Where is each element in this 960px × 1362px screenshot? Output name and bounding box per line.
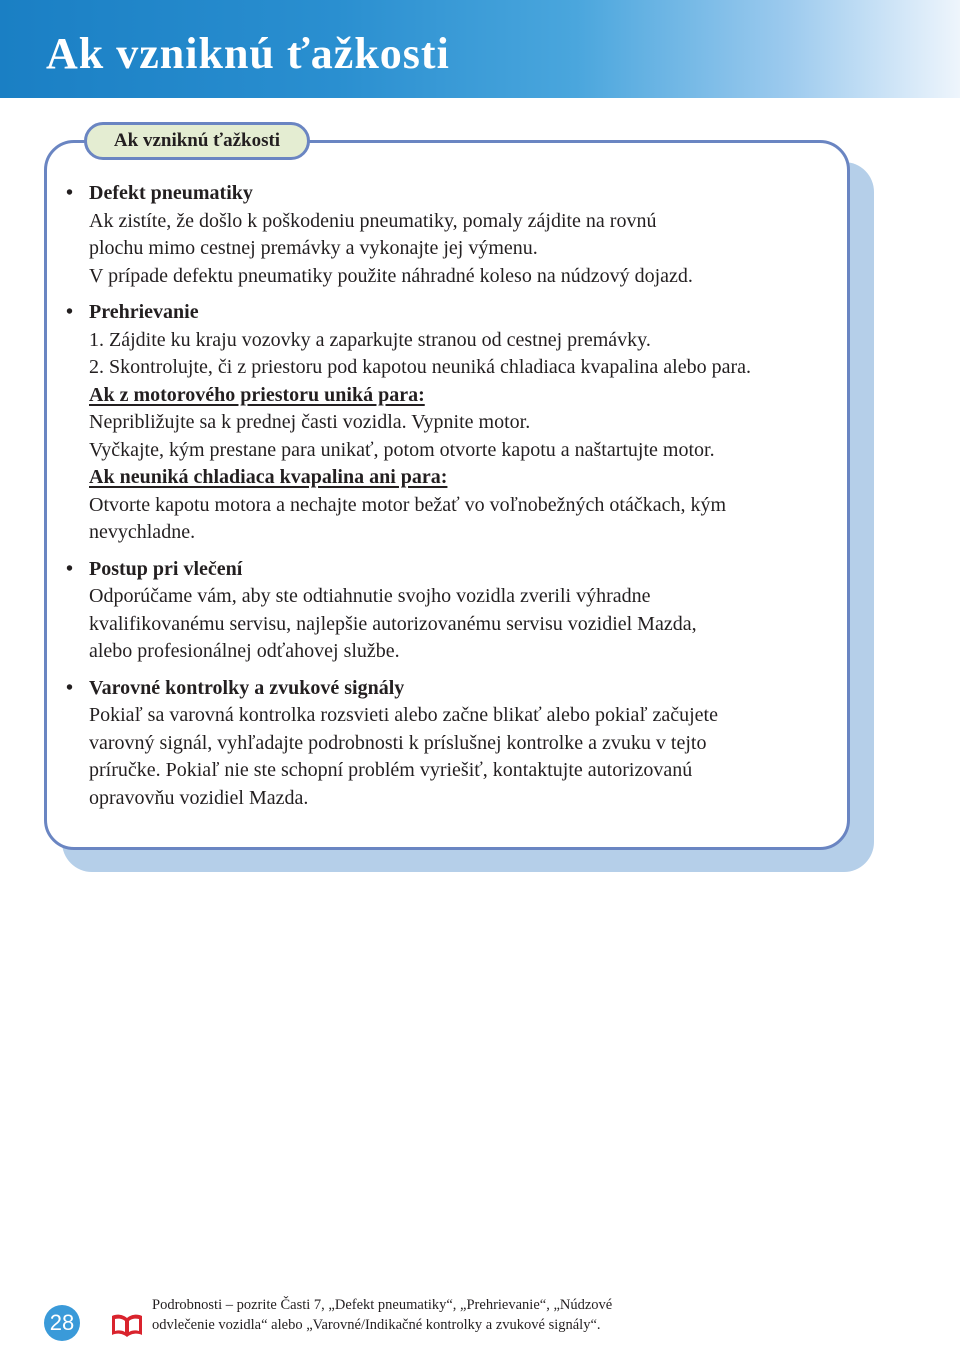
text-line: nevychladne. [89, 521, 196, 543]
page-number-badge: 28 [44, 1305, 80, 1341]
bullet: • [66, 557, 74, 580]
text-line: V prípade defektu pneumatiky použite náhradné koleso na núdzový dojazd. [89, 264, 693, 287]
bullet: • [66, 301, 74, 323]
header-band [0, 0, 960, 98]
bullet: • [66, 676, 74, 699]
section-flat-tire [64, 180, 844, 290]
info-box-content [64, 180, 844, 821]
case-heading: Ak neuniká chladiaca kvapalina ani para: [89, 466, 448, 488]
text-line: Pokiaľ sa varovná kontrolka rozsvieti alebo začne blikať alebo pokiaľ začujete [89, 704, 718, 726]
text-line: Otvorte kapotu motora a nechajte motor bežať vo voľnobežných otáčkach, kým [89, 493, 727, 516]
section-overheating [64, 299, 844, 547]
text-line: príručke. Pokiaľ nie ste schopní problém vyriešiť, kontaktujte autorizovanú [89, 759, 693, 781]
text-line: opravovňu vozidiel Mazda. [89, 786, 309, 809]
section-title: Prehrievanie [89, 301, 199, 323]
step-line: 1. Zájdite ku kraju vozovky a zaparkujte stranou od cestnej premávky. [89, 328, 651, 351]
footer-note-line: Podrobnosti – pozrite Časti 7, „Defekt pneumatiky“, „Prehrievanie“, „Núdzové [152, 1297, 613, 1313]
text-line: plochu mimo cestnej premávky a vykonajte jej výmenu. [89, 237, 538, 259]
case-heading: Ak z motorového priestoru uniká para: [89, 383, 425, 406]
step-line: 2. Skontrolujte, či z priestoru pod kapotou neuniká chladiaca kvapalina alebo para. [89, 356, 752, 378]
footer-note-line: odvlečenie vozidla“ alebo „Varovné/Indikačné kontrolky a zvukové signály“. [152, 1317, 601, 1333]
text-line: varovný signál, vyhľadajte podrobnosti k príslušnej kontrolke a zvuku v tejto [89, 731, 707, 754]
text-line: Odporúčame vám, aby ste odtiahnutie svojho vozidla zverili výhradne [89, 585, 651, 607]
text-line: alebo profesionálnej odťahovej službe. [89, 640, 400, 662]
open-book-icon [110, 1313, 144, 1339]
page-title: Ak vzniknú ťažkosti [46, 29, 450, 78]
info-box-tab: Ak vzniknú ťažkosti [84, 122, 310, 160]
bullet: • [66, 182, 74, 204]
text-line: Nepribližujte sa k prednej časti vozidla. Vypnite motor. [89, 411, 531, 433]
section-title: Varovné kontrolky a zvukové signály [89, 676, 405, 699]
section-title: Postup pri vlečení [89, 557, 243, 580]
section-towing [64, 556, 844, 666]
footer-reference-note [152, 1295, 792, 1335]
text-line: kvalifikovanému servisu, najlepšie autorizovanému servisu vozidiel Mazda, [89, 612, 697, 635]
text-line: Vyčkajte, kým prestane para unikať, potom otvorte kapotu a naštartujte motor. [89, 438, 715, 461]
text-line: Ak zistíte, že došlo k poškodeniu pneumatiky, pomaly zájdite na rovnú [89, 209, 657, 232]
section-title: Defekt pneumatiky [89, 182, 253, 204]
section-warning-lights [64, 675, 844, 813]
